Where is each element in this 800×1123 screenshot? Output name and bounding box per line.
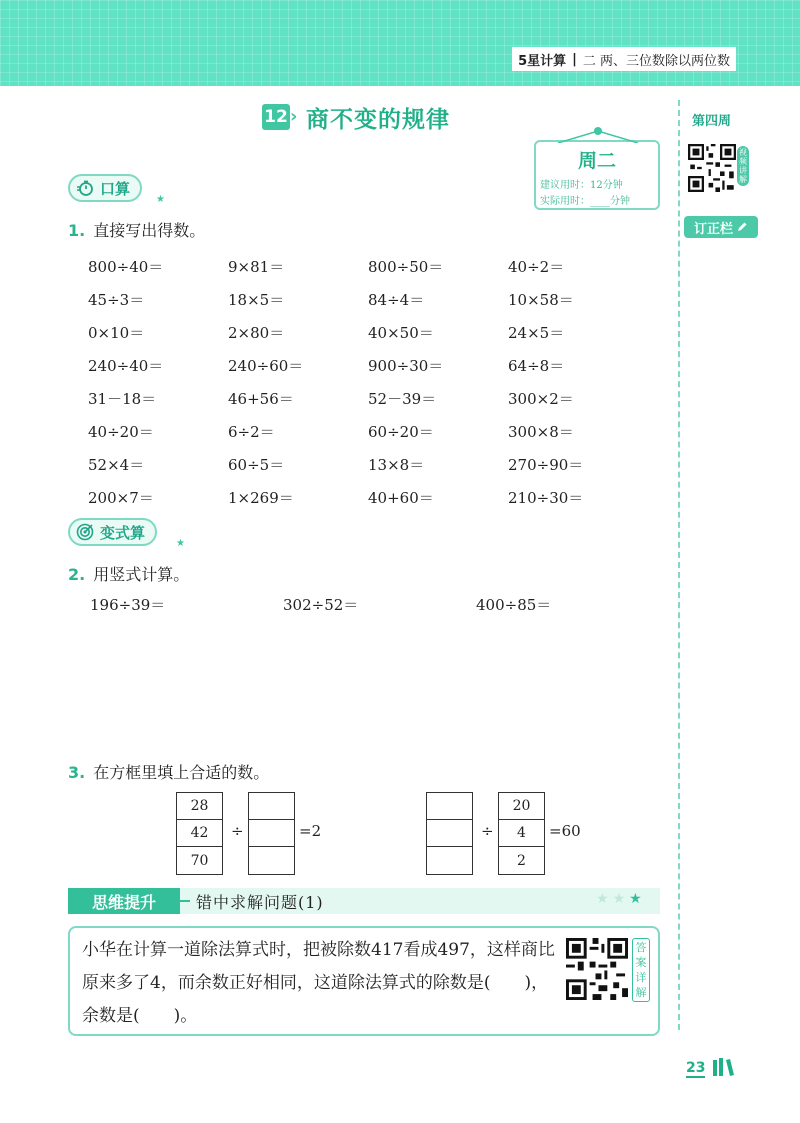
correction-tag <box>684 216 758 238</box>
problem-text: 小华在计算一道除法算式时，把被除数417看成497，这样商比原来多了4，而余数正好相同，这道除法算式的除数是( )，余数是( )。 <box>82 940 555 1026</box>
stopwatch-icon <box>76 179 94 197</box>
problem-cell: 45÷3＝ <box>88 291 145 309</box>
section-title-oral: 口算 <box>100 179 131 198</box>
result-label: =60 <box>549 822 581 840</box>
qr-caption: 视频讲解 <box>739 148 747 184</box>
problem-cell: 46+56＝ <box>228 390 294 408</box>
problem-cell: 84÷4＝ <box>368 291 425 309</box>
answer-column-right <box>426 792 473 875</box>
question-2-heading <box>68 562 189 585</box>
unit-name: 二 两、三位数除以两位数 <box>582 53 730 69</box>
chapter-label <box>512 47 736 71</box>
target-icon <box>76 523 94 541</box>
answer-box[interactable] <box>249 847 294 874</box>
question-2-number: 2. <box>68 565 86 584</box>
question-3-number: 3. <box>68 763 86 782</box>
given-number-box: 70 <box>190 852 209 869</box>
separator: | <box>572 51 577 67</box>
grid-row <box>88 481 648 514</box>
grid-row <box>88 382 648 415</box>
vertical-problem: 196÷39＝ <box>90 596 166 614</box>
star-icon: ★ <box>176 538 185 549</box>
series-name: 5星计算 <box>518 53 567 69</box>
answer-column-left <box>248 792 295 875</box>
divide-sign: ÷ <box>481 822 494 840</box>
answer-box[interactable] <box>427 793 472 820</box>
problem-cell: 40÷20＝ <box>88 423 154 441</box>
given-number-box: 2 <box>517 852 526 869</box>
problem-cell: 240÷40＝ <box>88 357 164 375</box>
question-3-heading <box>68 760 269 783</box>
difficulty-stars: ★★★ <box>596 891 646 907</box>
answer-box[interactable] <box>249 820 294 847</box>
problem-cell: 210÷30＝ <box>508 489 584 507</box>
grid-row <box>88 349 648 382</box>
problem-box <box>68 926 660 1036</box>
day-card <box>534 140 660 210</box>
given-number-box: 42 <box>177 820 222 847</box>
oral-grid <box>88 250 648 514</box>
qr-code-icon[interactable] <box>566 938 628 1000</box>
problem-cell: 200×7＝ <box>88 489 154 507</box>
lesson-number: 12 <box>262 104 290 130</box>
question-2-prompt: 用竖式计算。 <box>93 565 190 584</box>
given-number-box: 28 <box>177 793 222 820</box>
problem-cell: 2×80＝ <box>228 324 285 342</box>
qr-code-icon[interactable] <box>688 144 736 192</box>
problem-cell: 24×5＝ <box>508 324 565 342</box>
problem-cell: 1×269＝ <box>228 489 294 507</box>
divide-sign: ÷ <box>231 822 244 840</box>
question-1-number: 1. <box>68 221 86 240</box>
given-number-box: 4 <box>499 820 544 847</box>
problem-cell: 800÷40＝ <box>88 258 164 276</box>
section-badge-oral <box>68 174 142 202</box>
problem-cell: 13×8＝ <box>368 456 425 474</box>
section-badge-variant <box>68 518 157 546</box>
lesson-title: 商不变的规律 <box>306 107 450 133</box>
question-1-prompt: 直接写出得数。 <box>93 221 206 240</box>
problem-cell: 6÷2＝ <box>228 423 275 441</box>
problem-cell: 31－18＝ <box>88 390 157 408</box>
header-band <box>0 0 800 86</box>
dividend-column-left <box>176 792 223 875</box>
problem-cell: 18×5＝ <box>228 291 285 309</box>
vertical-problem: 400÷85＝ <box>476 596 552 614</box>
margin-divider <box>678 100 680 1030</box>
answer-box[interactable] <box>427 847 472 874</box>
chevron-right-icon: › <box>290 106 298 127</box>
problem-cell: 52－39＝ <box>368 390 437 408</box>
answer-box[interactable] <box>249 793 294 820</box>
week-label: 第四周 <box>692 114 732 129</box>
problem-cell: 270÷90＝ <box>508 456 584 474</box>
thinking-title: 错中求解问题(1) <box>196 893 324 912</box>
actual-time: 实际用时：____分钟 <box>540 196 630 207</box>
problem-cell: 40+60＝ <box>368 489 434 507</box>
problem-cell: 52×4＝ <box>88 456 145 474</box>
question-1-heading <box>68 218 205 241</box>
connector-line <box>180 900 190 902</box>
problem-cell: 300×2＝ <box>508 390 574 408</box>
problem-cell: 40÷2＝ <box>508 258 565 276</box>
problem-cell: 900÷30＝ <box>368 357 444 375</box>
answer-detail-tag[interactable]: 答案详解 <box>632 938 650 1002</box>
pencil-icon <box>736 221 748 233</box>
problem-cell: 60÷20＝ <box>368 423 434 441</box>
grid-row <box>88 448 648 481</box>
section-title-variant: 变式算 <box>100 523 146 542</box>
vertical-problem: 302÷52＝ <box>283 596 359 614</box>
grid-row <box>88 250 648 283</box>
problem-cell: 40×50＝ <box>368 324 434 342</box>
problem-cell: 800÷50＝ <box>368 258 444 276</box>
problem-cell: 60÷5＝ <box>228 456 285 474</box>
problem-cell: 0×10＝ <box>88 324 145 342</box>
star-icon: ★ <box>156 194 165 205</box>
divisor-column-right <box>498 792 545 875</box>
result-label: =2 <box>299 822 322 840</box>
page-number: 23 <box>686 1060 706 1076</box>
pin-icon <box>594 127 602 135</box>
grid-row <box>88 283 648 316</box>
problem-cell: 300×8＝ <box>508 423 574 441</box>
correction-label: 订正栏 <box>693 221 733 237</box>
given-number-box: 20 <box>499 793 544 820</box>
problem-cell: 10×58＝ <box>508 291 574 309</box>
answer-box[interactable] <box>427 820 472 847</box>
grid-row <box>88 415 648 448</box>
day-label: 周二 <box>577 150 616 172</box>
grid-row <box>88 316 648 349</box>
problem-cell: 240÷60＝ <box>228 357 304 375</box>
question-3-prompt: 在方框里填上合适的数。 <box>93 763 270 782</box>
thinking-tag: 思维提升 <box>68 888 180 914</box>
books-icon <box>712 1058 738 1076</box>
suggested-time: 建议用时：12分钟 <box>540 180 623 191</box>
problem-cell: 9×81＝ <box>228 258 285 276</box>
problem-cell: 64÷8＝ <box>508 357 565 375</box>
